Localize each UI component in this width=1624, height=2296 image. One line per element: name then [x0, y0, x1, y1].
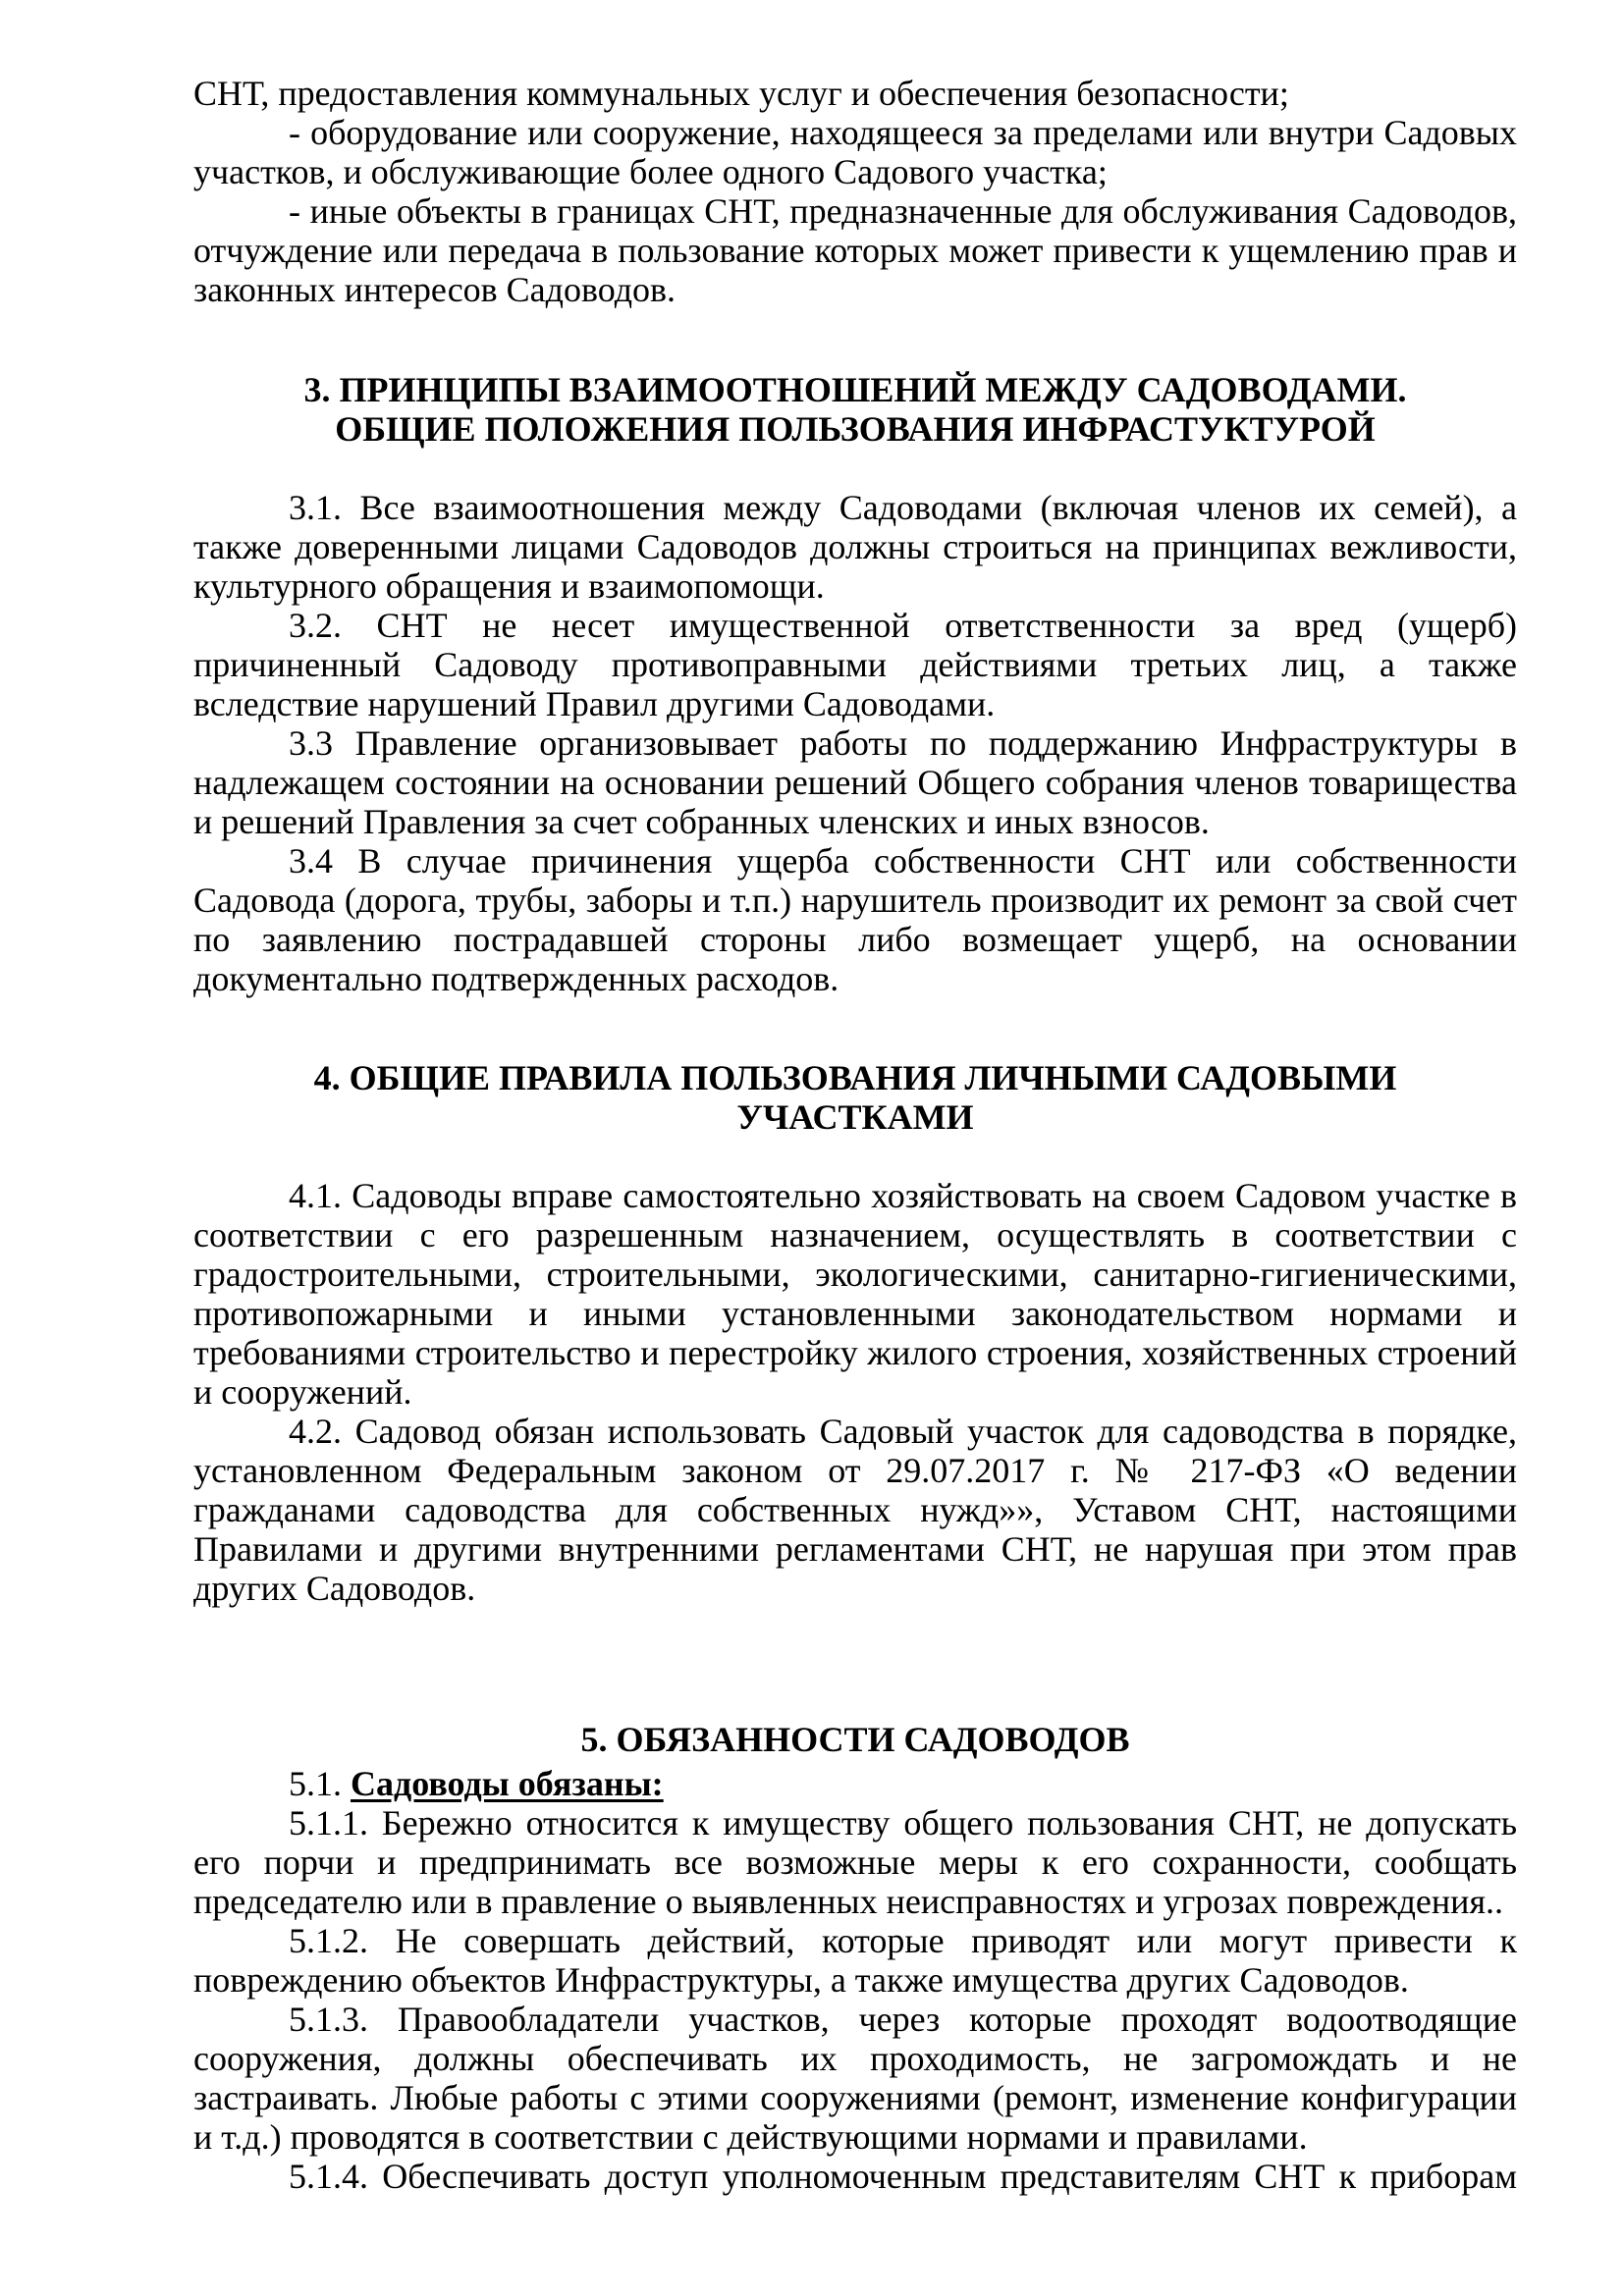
section-4-heading: [193, 1058, 1517, 1137]
intro-list-item: - оборудование или сооружение, находящееся за пределами или внутри Садовых участков, и обслуживающие более одного Садового участка;: [193, 113, 1517, 191]
paragraph-3-3: 3.3 Правление организовывает работы по поддержанию Инфраструктуры в надлежащем состоянии на основании решений Общего собрания членов товарищества и решений Правления за счет собранных членских и иных взносов.: [193, 723, 1517, 841]
subsection-number: 5.1.: [289, 1764, 342, 1803]
section-4-heading-line-1: 4. ОБЩИЕ ПРАВИЛА ПОЛЬЗОВАНИЯ ЛИЧНЫМИ САДОВЫМИ: [313, 1058, 1397, 1097]
section-4-body: [193, 1176, 1517, 1608]
section-3-heading-line-1: 3. ПРИНЦИПЫ ВЗАИМООТНОШЕНИЙ МЕЖДУ САДОВОДАМИ.: [303, 370, 1407, 409]
subsection-5-1: [193, 1764, 1517, 1803]
paragraph-5-1-3: 5.1.3. Правообладатели участков, через которые проходят водоотводящие сооружения, должны обеспечивать их проходимость, не загромождать и не застраивать. Любые работы с этими сооружениями (ремонт, изменение конфигурации и т.д.) проводятся в соответствии с действующими нормами и правилами.: [193, 2000, 1517, 2157]
paragraph-5-1-2: 5.1.2. Не совершать действий, которые приводят или могут привести к повреждению объектов Инфраструктуры, а также имущества других Садоводов.: [193, 1921, 1517, 2000]
section-5-heading-text: 5. ОБЯЗАННОСТИ САДОВОДОВ: [580, 1720, 1130, 1759]
paragraph-3-2: 3.2. СНТ не несет имущественной ответственности за вред (ущерб) причиненный Садоводу противоправными действиями третьих лиц, а также вследствие нарушений Правил другими Садоводами.: [193, 606, 1517, 723]
paragraph-3-1: 3.1. Все взаимоотношения между Садоводами (включая членов их семей), а также доверенными лицами Садоводов должны строиться на принципах вежливости, культурного обращения и взаимопомощи.: [193, 488, 1517, 606]
section-3-heading-line-2: ОБЩИЕ ПОЛОЖЕНИЯ ПОЛЬЗОВАНИЯ ИНФРАСТУКТУРОЙ: [335, 409, 1376, 449]
paragraph-4-2: 4.2. Садовод обязан использовать Садовый участок для садоводства в порядке, установленном Федеральным законом от 29.07.2017 г. № 217-ФЗ «О ведении гражданами садоводства для собственных нужд»», Уставом СНТ, настоящими Правилами и другими внутренними регламентами СНТ, не нарушая при этом прав других Садоводов.: [193, 1412, 1517, 1608]
intro-block: [193, 74, 1517, 309]
section-3-heading: [193, 370, 1517, 449]
section-5-body: [193, 1764, 1517, 2196]
intro-line: СНТ, предоставления коммунальных услуг и обеспечения безопасности;: [193, 74, 1289, 113]
paragraph-3-4: 3.4 В случае причинения ущерба собственности СНТ или собственности Садовода (дорога, трубы, заборы и т.п.) нарушитель производит их ремонт за свой счет по заявлению пострадавшей стороны либо возмещает ущерб, на основании документально подтвержденных расходов.: [193, 841, 1517, 998]
section-3-body: [193, 488, 1517, 998]
paragraph-5-1-1: 5.1.1. Бережно относится к имуществу общего пользования СНТ, не допускать его порчи и предпринимать все возможные меры к его сохранности, сообщать председателю или в правление о выявленных неисправностях и угрозах повреждения..: [193, 1803, 1517, 1921]
section-4-heading-line-2: УЧАСТКАМИ: [736, 1097, 974, 1137]
intro-list-item: - иные объекты в границах СНТ, предназначенные для обслуживания Садоводов, отчуждение или передача в пользование которых может привести к ущемлению прав и законных интересов Садоводов.: [193, 191, 1517, 309]
section-5-heading: [193, 1720, 1517, 1759]
paragraph-4-1: 4.1. Садоводы вправе самостоятельно хозяйствовать на своем Садовом участке в соответствии с его разрешенным назначением, осуществлять в соответствии с градостроительными, строительными, экологическими, санитарно-гигиеническими, противопожарными и иными установленными законодательством нормами и требованиями строительство и перестройку жилого строения, хозяйственных строений и сооружений.: [193, 1176, 1517, 1412]
paragraph-5-1-4: 5.1.4. Обеспечивать доступ уполномоченным представителям СНТ к приборам: [289, 2157, 1517, 2196]
subsection-title: Садоводы обязаны:: [351, 1764, 664, 1803]
